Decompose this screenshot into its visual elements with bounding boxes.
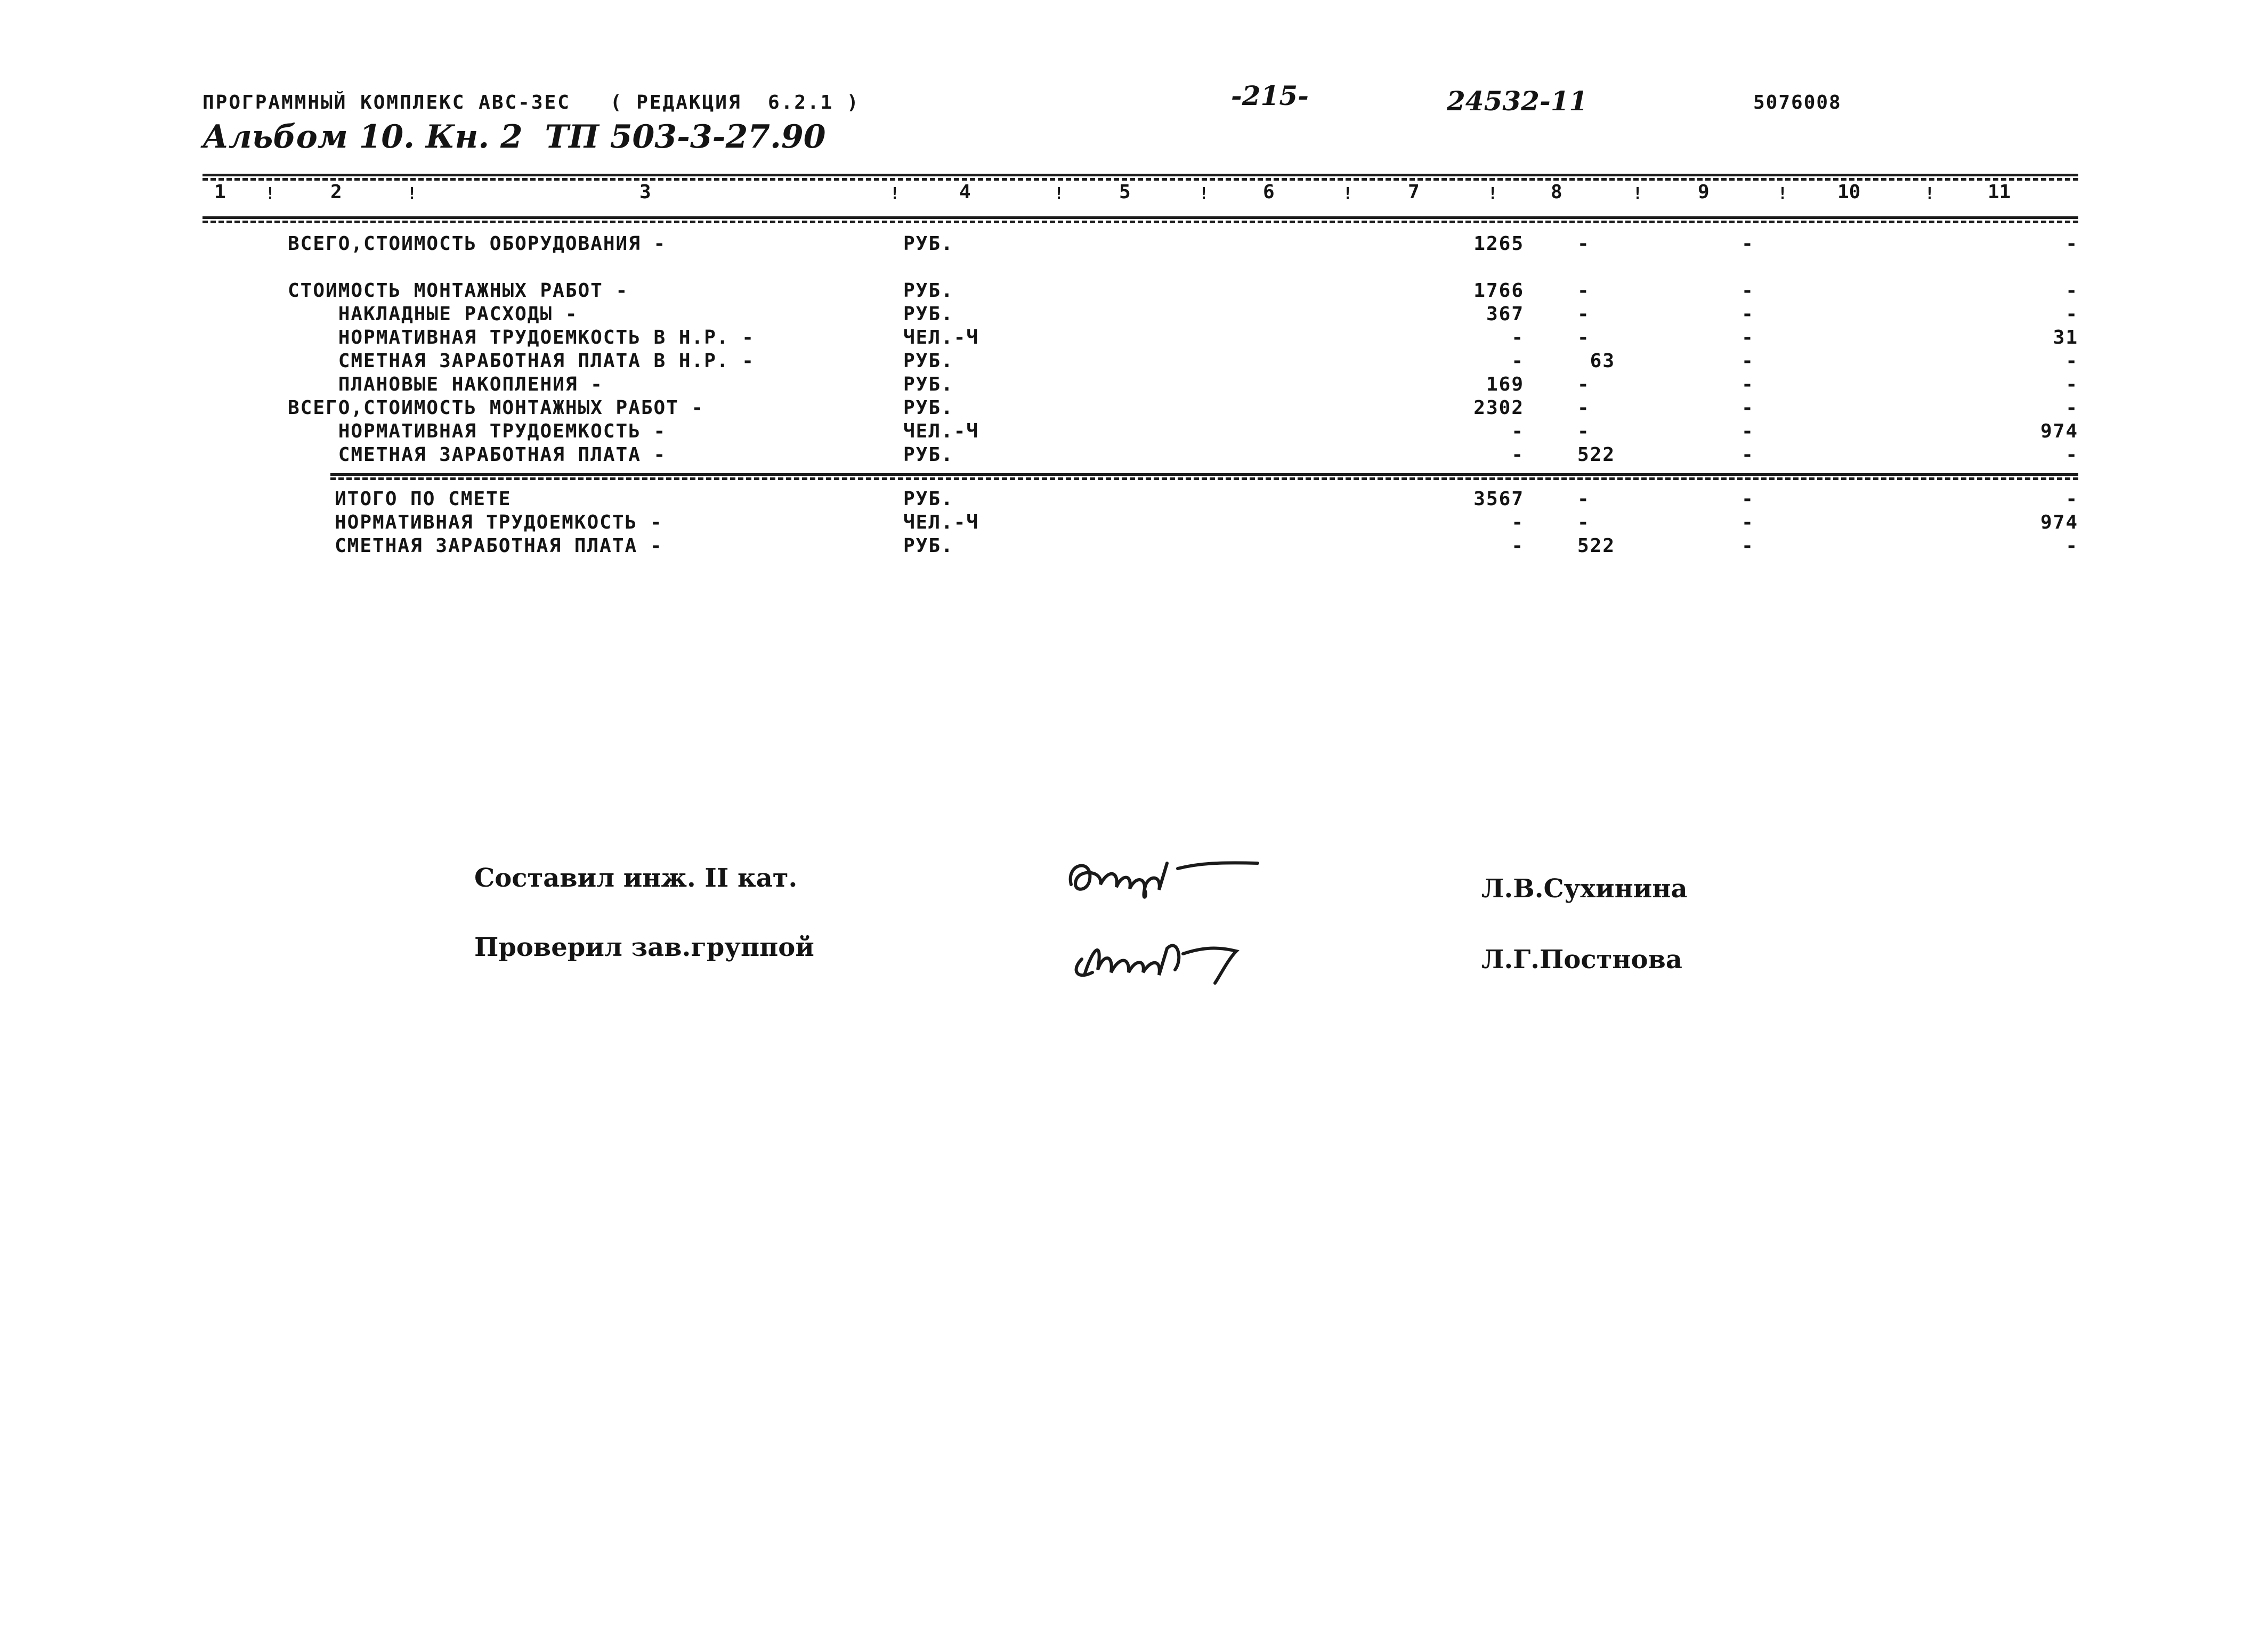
checked-by-label: Проверил зав.группой <box>474 932 814 962</box>
row-col8: - <box>1577 303 1590 325</box>
row-name: СТОИМОСТЬ МОНТАЖНЫХ РАБОТ - <box>288 280 629 302</box>
row-col9: - <box>1742 233 1754 255</box>
row-col11: - <box>2066 350 2078 372</box>
row-col7: - <box>1511 350 1524 372</box>
row-col9: - <box>1742 303 1754 325</box>
row-col8: - <box>1577 374 1590 395</box>
row-col8: - <box>1577 397 1590 419</box>
column-header: 4 <box>959 181 971 203</box>
row-col9: - <box>1742 488 1754 510</box>
row-col9: - <box>1742 280 1754 302</box>
row-unit: ЧЕЛ.-Ч <box>903 327 979 348</box>
column-header: 8 <box>1551 181 1562 203</box>
row-col11: 974 <box>2040 420 2078 442</box>
column-separator: ! <box>265 184 276 203</box>
row-col11: - <box>2066 535 2078 557</box>
row-col8: - <box>1577 280 1590 302</box>
row-col7: 1766 <box>1473 280 1524 302</box>
column-header: 10 <box>1837 181 1861 203</box>
column-separator: ! <box>407 184 417 203</box>
column-separator: ! <box>1925 184 1935 203</box>
row-col11: - <box>2066 374 2078 395</box>
row-name: СМЕТНАЯ ЗАРАБОТНАЯ ПЛАТА - <box>335 535 663 557</box>
row-unit: РУБ. <box>903 350 954 372</box>
row-col11: - <box>2066 397 2078 419</box>
row-col9: - <box>1742 350 1754 372</box>
row-unit: РУБ. <box>903 374 954 395</box>
table-row <box>0 350 2268 374</box>
table-row <box>0 397 2268 420</box>
table-row <box>0 233 2268 256</box>
row-col9: - <box>1742 420 1754 442</box>
column-header: 1 <box>214 181 226 203</box>
total-separator-rule <box>330 473 2078 476</box>
row-col11: 974 <box>2040 512 2078 533</box>
program-title: ПРОГРАММНЫЙ КОМПЛЕКС АВС-ЗЕС ( РЕДАКЦИЯ 6.2.1 ) <box>203 92 860 113</box>
row-col7: - <box>1511 512 1524 533</box>
row-name: НОРМАТИВНАЯ ТРУДОЕМКОСТЬ - <box>335 512 663 533</box>
column-separator: ! <box>1054 184 1064 203</box>
row-unit: ЧЕЛ.-Ч <box>903 512 979 533</box>
row-col9: - <box>1742 512 1754 533</box>
row-name: НАКЛАДНЫЕ РАСХОДЫ - <box>288 303 578 325</box>
row-name: ИТОГО ПО СМЕТЕ <box>335 488 512 510</box>
table-top-rule <box>203 174 2078 176</box>
row-col9: - <box>1742 397 1754 419</box>
row-unit: РУБ. <box>903 444 954 466</box>
row-col11: - <box>2066 233 2078 255</box>
table-row <box>0 327 2268 350</box>
column-separator: ! <box>1199 184 1209 203</box>
column-header: 11 <box>1988 181 2011 203</box>
row-unit: РУБ. <box>903 397 954 419</box>
compiled-by-name: Л.В.Сухинина <box>1481 874 1688 904</box>
row-col7: - <box>1511 535 1524 557</box>
row-col8: - <box>1577 233 1590 255</box>
row-unit: ЧЕЛ.-Ч <box>903 420 979 442</box>
checked-by-name: Л.Г.Постнова <box>1481 945 1682 975</box>
row-col7: - <box>1511 420 1524 442</box>
document-number: 5076008 <box>1753 92 1842 113</box>
row-name: ВСЕГО,СТОИМОСТЬ МОНТАЖНЫХ РАБОТ - <box>288 397 704 419</box>
column-header-row <box>203 181 2078 209</box>
row-col9: - <box>1742 535 1754 557</box>
row-col7: 2302 <box>1473 397 1524 419</box>
row-name: НОРМАТИВНАЯ ТРУДОЕМКОСТЬ В Н.Р. - <box>288 327 755 348</box>
row-col9: - <box>1742 444 1754 466</box>
column-separator: ! <box>1778 184 1788 203</box>
column-header: 7 <box>1408 181 1420 203</box>
row-col8: - <box>1577 327 1590 348</box>
row-unit: РУБ. <box>903 303 954 325</box>
signature-compiled-scribble <box>1060 847 1274 906</box>
table-row <box>0 374 2268 397</box>
row-name: СМЕТНАЯ ЗАРАБОТНАЯ ПЛАТА В Н.Р. - <box>288 350 755 372</box>
row-name: НОРМАТИВНАЯ ТРУДОЕМКОСТЬ - <box>288 420 667 442</box>
column-header: 3 <box>639 181 651 203</box>
row-col8: 522 <box>1577 535 1616 557</box>
signature-stroke <box>1076 946 1236 983</box>
document-code: 24532-11 <box>1447 85 1588 117</box>
row-name: ПЛАНОВЫЕ НАКОПЛЕНИЯ - <box>288 374 603 395</box>
row-name: СМЕТНАЯ ЗАРАБОТНАЯ ПЛАТА - <box>288 444 667 466</box>
row-unit: РУБ. <box>903 535 954 557</box>
row-unit: РУБ. <box>903 280 954 302</box>
row-col7: 1265 <box>1473 233 1524 255</box>
row-col11: 31 <box>2053 327 2078 348</box>
table-row <box>0 488 2268 512</box>
row-name: ВСЕГО,СТОИМОСТЬ ОБОРУДОВАНИЯ - <box>288 233 667 255</box>
row-col7: - <box>1511 327 1524 348</box>
header-bottom-rule-dashed <box>203 221 2078 223</box>
row-col7: - <box>1511 444 1524 466</box>
row-col7: 169 <box>1486 374 1524 395</box>
header-bottom-rule <box>203 216 2078 219</box>
row-unit: РУБ. <box>903 488 954 510</box>
column-separator: ! <box>1488 184 1498 203</box>
row-col8: - <box>1577 488 1590 510</box>
table-row <box>0 512 2268 535</box>
column-separator: ! <box>1343 184 1353 203</box>
album-reference: Альбом 10. Кн. 2 ТП 503-3-27.90 <box>203 118 826 156</box>
page-number: -215- <box>1231 80 1309 111</box>
row-col8: 522 <box>1577 444 1616 466</box>
signature-checked-scribble <box>1060 927 1274 986</box>
row-col8: - <box>1577 420 1590 442</box>
column-header: 5 <box>1119 181 1131 203</box>
table-row <box>0 420 2268 444</box>
column-header: 6 <box>1263 181 1275 203</box>
table-row <box>0 444 2268 467</box>
row-col7: 367 <box>1486 303 1524 325</box>
row-col11: - <box>2066 280 2078 302</box>
table-row <box>0 303 2268 327</box>
row-col7: 3567 <box>1473 488 1524 510</box>
total-separator-rule-dashed <box>330 477 2078 480</box>
row-col11: - <box>2066 303 2078 325</box>
table-row <box>0 535 2268 558</box>
signature-stroke <box>1071 863 1258 897</box>
table-top-rule-dashed <box>203 178 2078 181</box>
row-col11: - <box>2066 444 2078 466</box>
column-separator: ! <box>890 184 900 203</box>
column-header: 2 <box>330 181 342 203</box>
row-col9: - <box>1742 327 1754 348</box>
row-col8: - <box>1577 512 1590 533</box>
row-unit: РУБ. <box>903 233 954 255</box>
table-row <box>0 280 2268 303</box>
column-separator: ! <box>1633 184 1643 203</box>
row-col8: 63 <box>1577 350 1616 372</box>
compiled-by-label: Составил инж. II кат. <box>474 863 798 893</box>
column-header: 9 <box>1698 181 1710 203</box>
row-col11: - <box>2066 488 2078 510</box>
row-col9: - <box>1742 374 1754 395</box>
